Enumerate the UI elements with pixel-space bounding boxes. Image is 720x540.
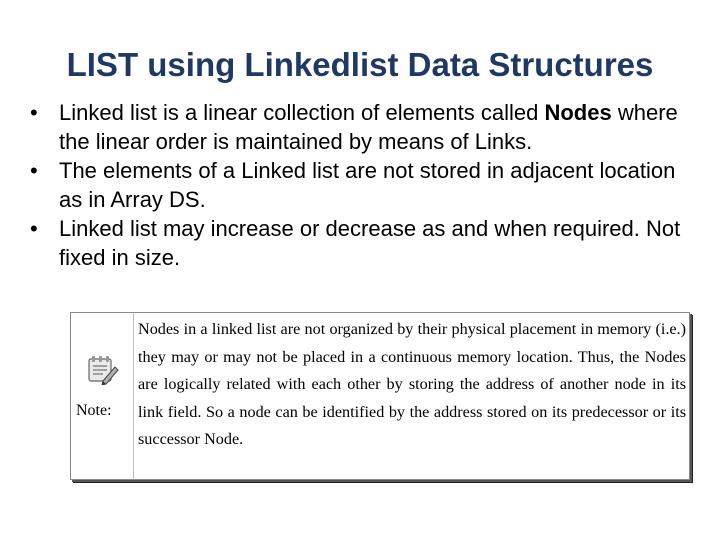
bullet-text: Linked list is a linear collection of elements called: [59, 100, 545, 125]
bullet-glyph: •: [30, 216, 38, 241]
bullet-glyph: •: [30, 100, 38, 125]
note-text: Nodes in a linked list are not organized by their physical placement in memory (i.e.) they may or may not be placed in a continuous memory location. Thus, the Nodes are logically related with each other by storing the address of another node in its link field. So a node can be identified by the address stored on its predecessor or its successor Node.: [138, 320, 686, 449]
bullet-bold-term: Nodes: [544, 100, 612, 125]
bullet-list: [30, 98, 690, 272]
bullet-text-continued: where the linear order is maintained by means of Links.: [59, 100, 678, 154]
note-gutter: [71, 313, 134, 479]
bullet-item: [30, 156, 690, 214]
note-box: [70, 312, 690, 480]
bullet-item: [30, 214, 690, 272]
bullet-glyph: •: [30, 158, 38, 183]
bullet-text: Linked list may increase or decrease as and when required. Not fixed in size.: [59, 216, 681, 270]
notepad-pencil-icon: [85, 355, 119, 385]
bullet-item: [30, 98, 690, 156]
slide-title: LIST using Linkedlist Data Structures: [66, 46, 654, 83]
bullet-text: The elements of a Linked list are not stored in adjacent location as in Array DS.: [59, 158, 676, 212]
note-label: Note:: [76, 402, 112, 419]
